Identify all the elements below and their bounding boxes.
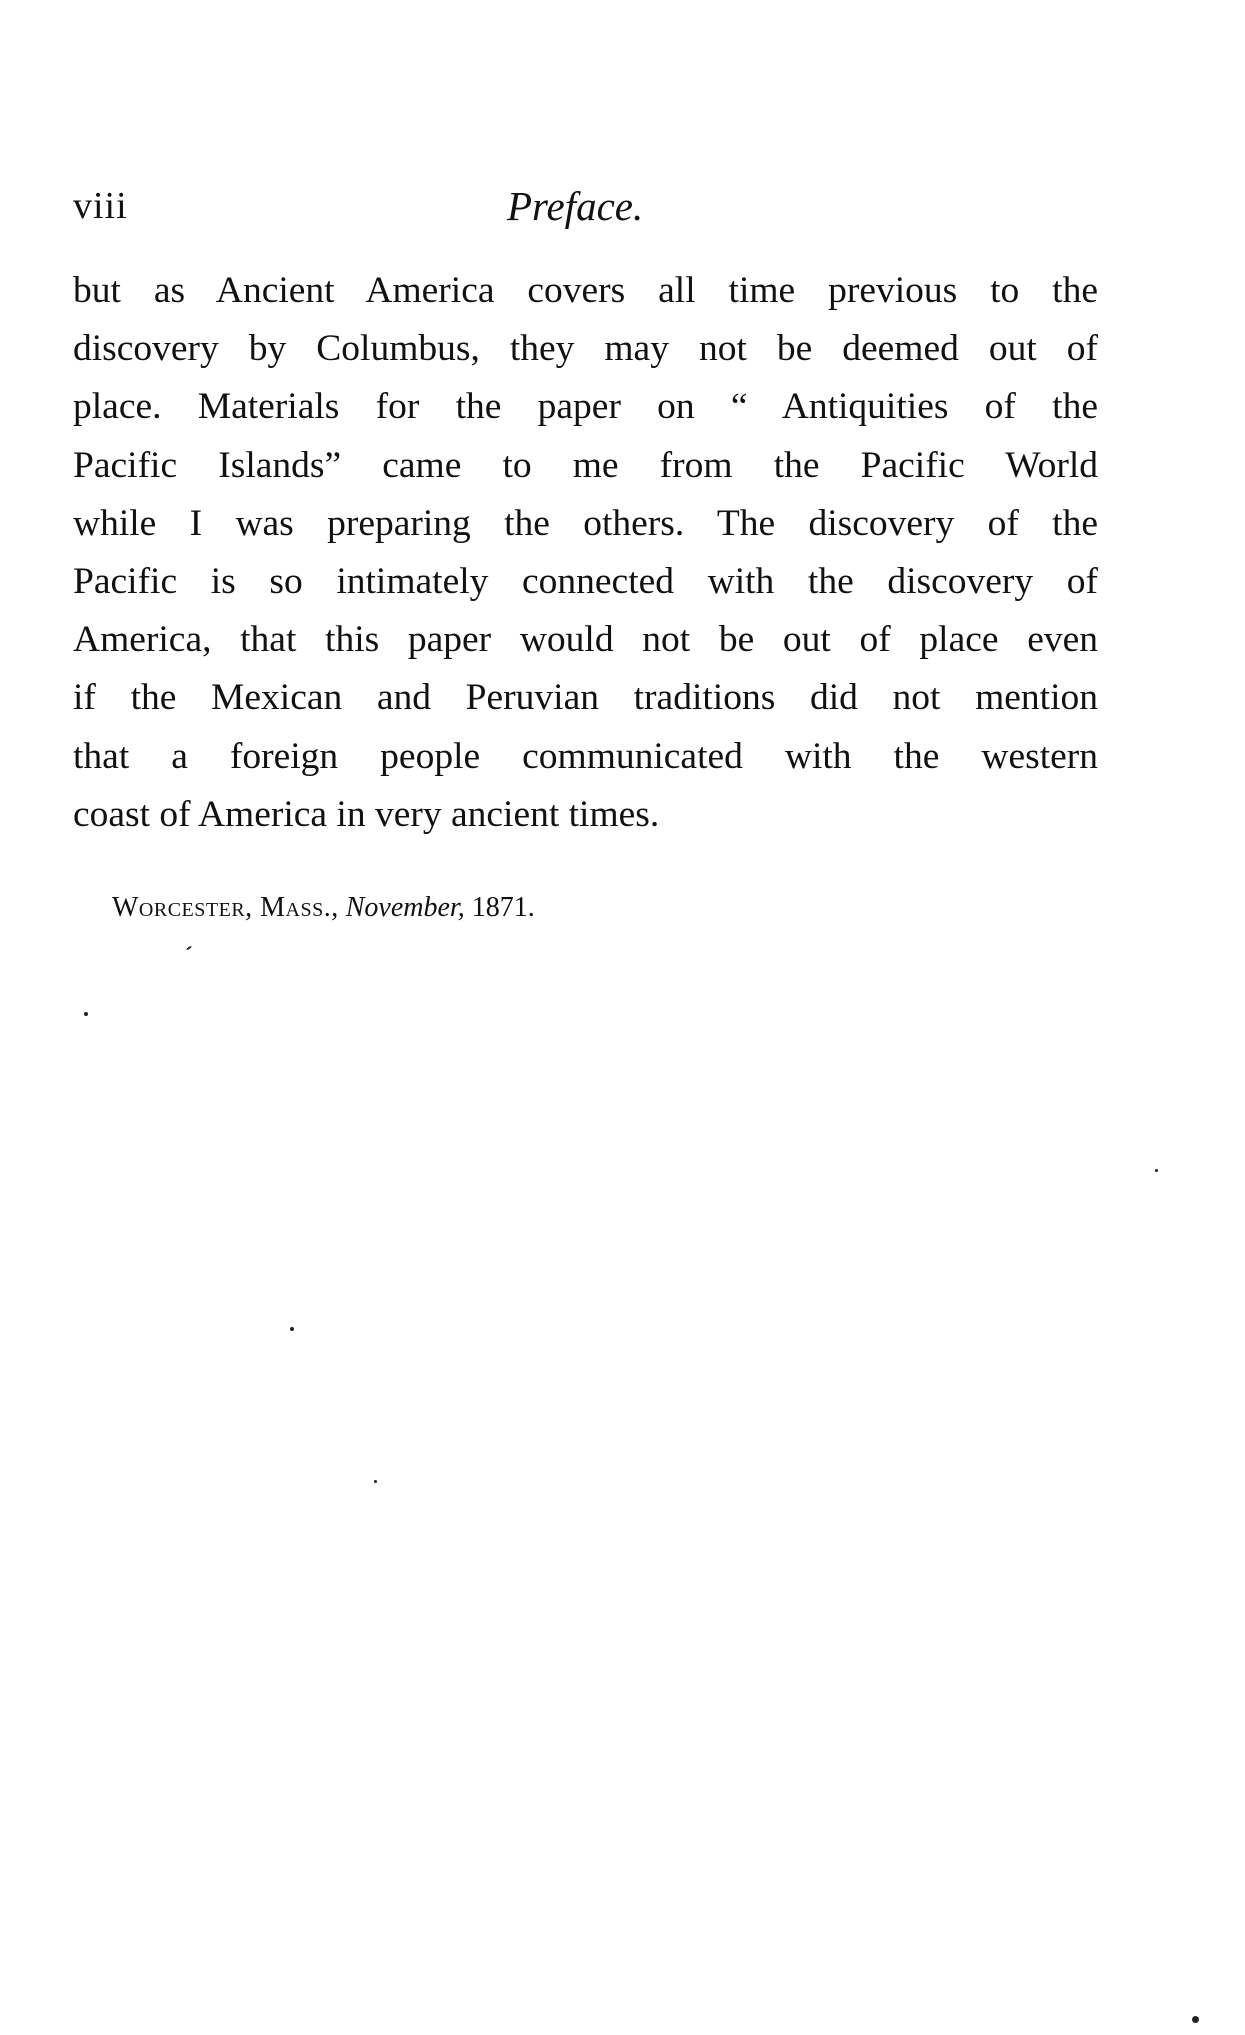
text-line-10: coast of America in very ancient times.	[73, 793, 660, 835]
text-line-4: Pacific Islands” came to me from the Pacific World	[73, 444, 1098, 486]
text-line-6: Pacific is so intimately connected with the discovery of	[73, 560, 1098, 602]
running-head	[73, 178, 1098, 234]
page-number: viii	[73, 185, 128, 227]
scan-speck	[290, 1327, 294, 1331]
signoff-place: Worcester, Mass.,	[112, 892, 339, 923]
signoff-month: November,	[345, 892, 465, 923]
text-line-8: if the Mexican and Peruvian traditions did not mention	[73, 677, 1098, 719]
text-line-5: while I was preparing the others. The discovery of the	[73, 502, 1098, 544]
scan-speck	[1155, 1169, 1158, 1172]
text-line-3: place. Materials for the paper on “ Antiquities of the	[73, 386, 1098, 428]
scan-speck	[374, 1480, 377, 1483]
scan-speck	[1192, 2016, 1199, 2023]
signoff-year: 1871.	[471, 892, 535, 923]
text-line-2: discovery by Columbus, they may not be deemed out of	[73, 328, 1098, 370]
signoff-dateline	[112, 888, 535, 928]
text-line-9: that a foreign people communicated with the western	[73, 735, 1098, 777]
text-line-7: America, that this paper would not be out of place even	[73, 619, 1098, 661]
scan-speck	[84, 1012, 88, 1016]
preface-paragraph	[73, 262, 1098, 844]
running-title: Preface.	[507, 183, 644, 229]
scan-speck	[186, 945, 192, 950]
text-line-1: but as Ancient America covers all time previous to the	[73, 270, 1098, 311]
